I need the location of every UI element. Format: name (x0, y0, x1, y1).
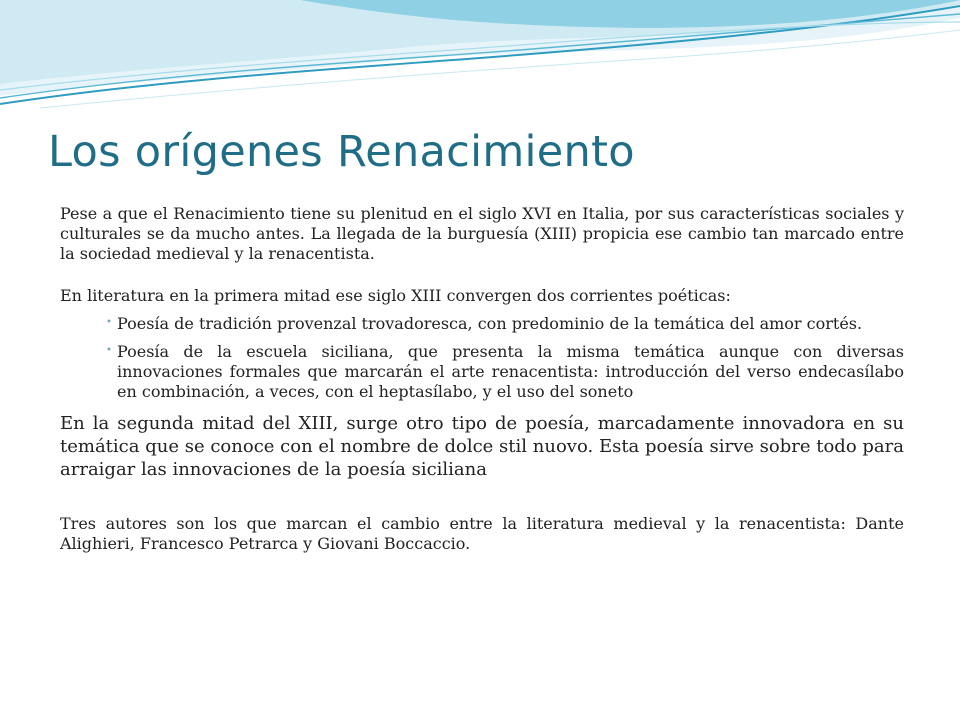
paragraph-literatura: En literatura en la primera mitad ese siglo XIII convergen dos corrientes poéticas: (60, 286, 731, 305)
bullet-item-siciliana (106, 342, 904, 402)
bullet-dot-icon: • (106, 345, 112, 356)
bullet-text: Poesía de tradición provenzal trovadoresca, con predominio de la temática del amor cortés. (117, 314, 863, 333)
paragraph-autores: Tres autores son los que marcan el cambio entre la literatura medieval y la renacentista: Dante Alighieri, Francesco Petrarca y Giovani Boccaccio. (60, 514, 904, 553)
bullet-list (60, 314, 904, 402)
slide-title: Los orígenes Renacimiento (48, 127, 635, 177)
bullet-text: Poesía de la escuela siciliana, que presenta la misma temática aunque con diversas innovaciones formales que marcarán el arte renacentista: introducción del verso endecasílabo en combinación, a veces, con el heptasílabo, y el uso del soneto (117, 342, 904, 401)
paragraph-segunda-mitad: En la segunda mitad del XIII, surge otro tipo de poesía, marcadamente innovadora en su temática que se conoce con el nombre de dolce stil nuovo. Esta poesía sirve sobre todo para arraigar las innovaciones de la poesía siciliana (60, 413, 904, 480)
paragraph-intro: Pese a que el Renacimiento tiene su plenitud en el siglo XVI en Italia, por sus características sociales y culturales se da mucho antes. La llegada de la burguesía (XIII) propicia ese cambio tan marcado entre la sociedad medieval y la renacentista. (60, 204, 904, 263)
slide-body (60, 204, 904, 554)
bullet-item-provenzal (106, 314, 904, 334)
header-wave-decoration (0, 0, 960, 110)
bullet-dot-icon: • (106, 317, 112, 328)
